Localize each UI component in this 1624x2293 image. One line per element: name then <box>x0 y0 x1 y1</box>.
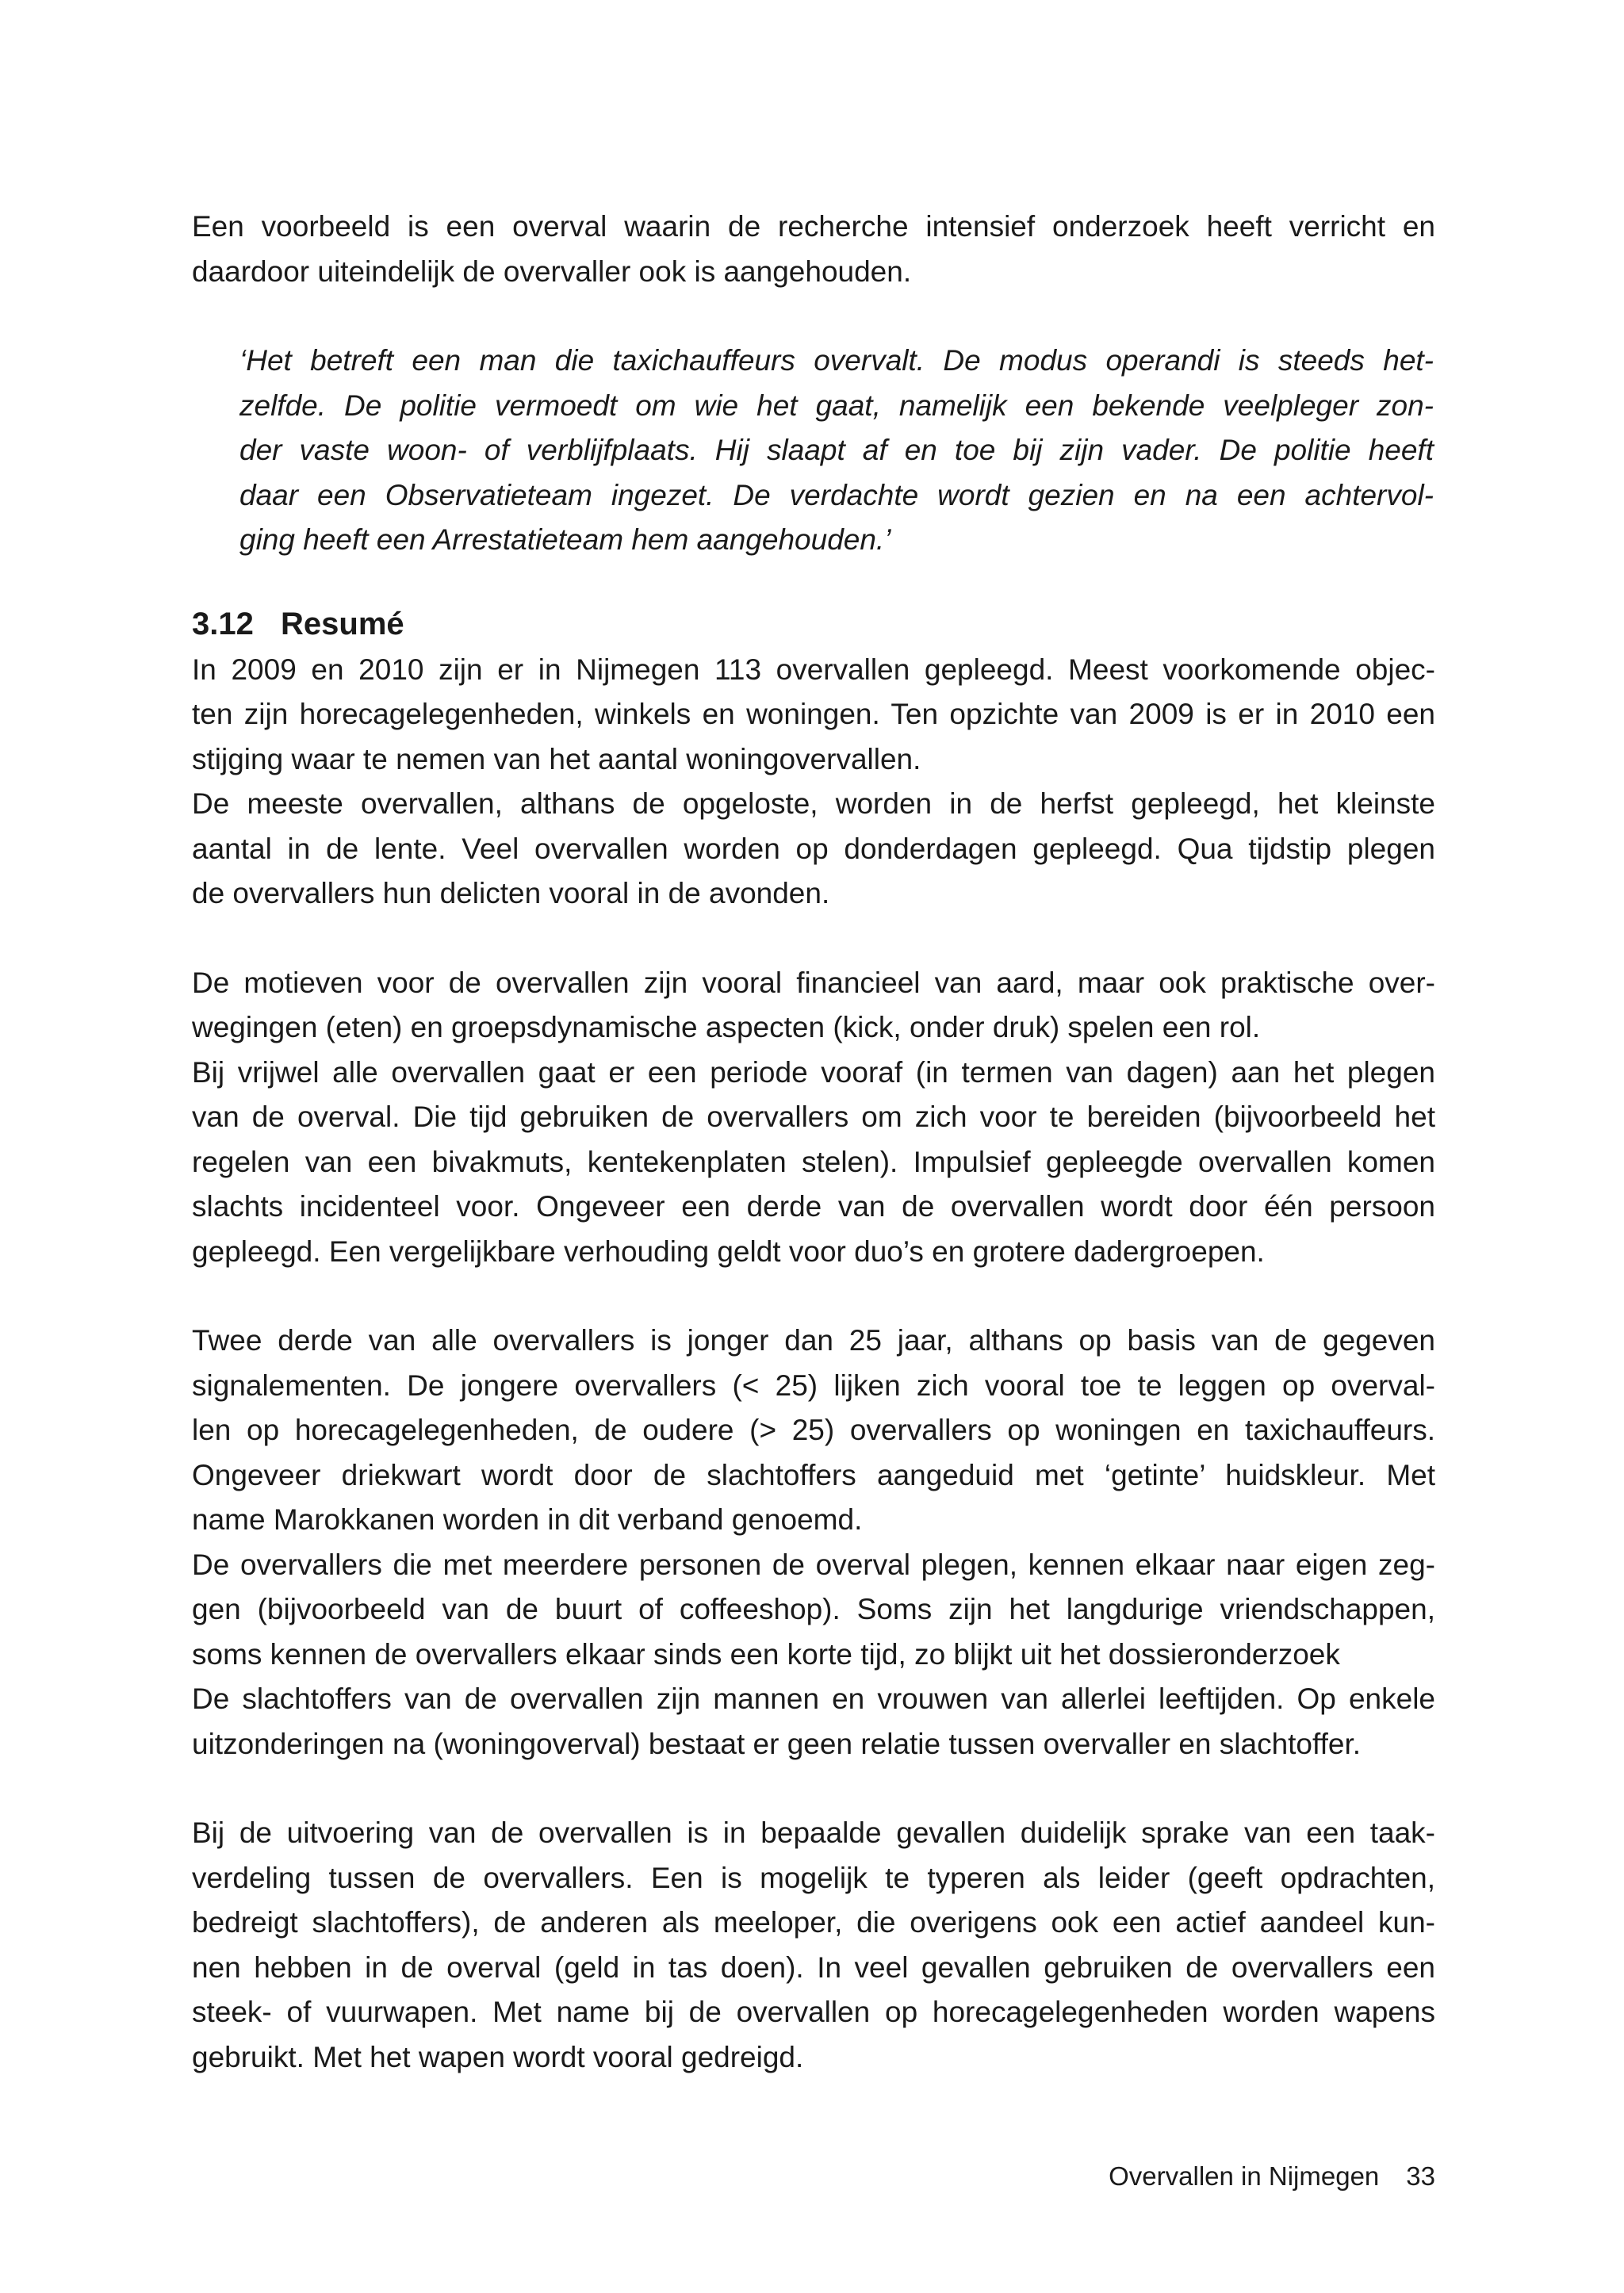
intro-line: Een voorbeeld is een overval waarin de recherche intensief onderzoek heeft verricht en <box>192 210 1435 243</box>
paragraph-line: In 2009 en 2010 zijn er in Nijmegen 113 overvallen gepleegd. Meest voorkomende objec- <box>192 653 1435 686</box>
paragraph-line: name Marokkanen worden in dit verband genoemd. <box>192 1503 863 1536</box>
paragraph-line: len op horecagelegenheden, de oudere (> 25) overvallers op woningen en taxichauffeurs. <box>192 1414 1435 1446</box>
paragraph-line: stijging waar te nemen van het aantal woningovervallen. <box>192 742 921 775</box>
paragraph-line: signalementen. De jongere overvallers (< 25) lijken zich vooral toe te leggen op overval- <box>192 1369 1435 1402</box>
paragraph-line: uitzonderingen na (woningoverval) bestaat er geen relatie tussen overvaller en slachtoffer. <box>192 1727 1362 1760</box>
body-text <box>192 205 1435 2080</box>
paragraph-line: gepleegd. Een vergelijkbare verhouding geldt voor duo’s en grotere dadergroepen. <box>192 1235 1265 1268</box>
summary-paragraph-2 <box>192 961 1435 1275</box>
paragraph-line: soms kennen de overvallers elkaar sinds een korte tijd, zo blijkt uit het dossieronderzoek <box>192 1637 1340 1671</box>
summary-paragraph-3 <box>192 1319 1435 1767</box>
running-title: Overvallen in Nijmegen <box>1109 2161 1380 2191</box>
paragraph-line: De overvallers die met meerdere personen de overval plegen, kennen elkaar naar eigen zeg- <box>192 1548 1435 1581</box>
paragraph-line: van de overval. Die tijd gebruiken de overvallers om zich voor te bereiden (bijvoorbeeld het <box>192 1101 1435 1133</box>
quote-line: der vaste woon- of verblijfplaats. Hij slaapt af en toe bij zijn vader. De politie heeft <box>239 434 1434 466</box>
paragraph-line: De meeste overvallen, althans de opgeloste, worden in de herfst gepleegd, het kleinste <box>192 787 1435 820</box>
paragraph-line: verdeling tussen de overvallers. Een is mogelijk te typeren als leider (geeft opdrachten, <box>192 1861 1435 1894</box>
paragraph-line: wegingen (eten) en groepsdynamische aspecten (kick, onder druk) spelen een rol. <box>192 1011 1261 1043</box>
page-number: 33 <box>1406 2161 1435 2191</box>
quote-line: ‘Het betreft een man die taxichauffeurs overvalt. De modus operandi is steeds het- <box>239 344 1434 377</box>
quote-line: ging heeft een Arrestatieteam hem aangehouden.’ <box>239 523 891 556</box>
paragraph-line: steek- of vuurwapen. Met name bij de overvallen op horecagelegenheden worden wapens <box>192 1996 1435 2028</box>
paragraph-line: Ongeveer driekwart wordt door de slachtoffers aangeduid met ‘getinte’ huidskleur. Met <box>192 1458 1435 1491</box>
paragraph-line: Bij de uitvoering van de overvallen is in bepaalde gevallen duidelijk sprake van een taak- <box>192 1816 1435 1849</box>
paragraph-line: ten zijn horecagelegenheden, winkels en woningen. Ten opzichte van 2009 is er in 2010 een <box>192 698 1435 730</box>
block-quote <box>192 339 1435 563</box>
section-number: 3.12 <box>192 606 254 641</box>
paragraph-line: Bij vrijwel alle overvallen gaat er een periode vooraf (in termen van dagen) aan het plegen <box>192 1055 1435 1089</box>
quote-line: zelfde. De politie vermoedt om wie het gaat, namelijk een bekende veelpleger zon- <box>239 389 1434 422</box>
paragraph-line: De slachtoffers van de overvallen zijn mannen en vrouwen van allerlei leeftijden. Op enkele <box>192 1682 1435 1715</box>
paragraph-line: regelen van een bivakmuts, kentekenplaten stelen). Impulsief gepleegde overvallen komen <box>192 1145 1435 1178</box>
paragraph-line: bedreigt slachtoffers), de anderen als meeloper, die overigens ook een actief aandeel kun- <box>192 1906 1435 1939</box>
section-heading <box>192 600 1435 648</box>
paragraph-line: aantal in de lente. Veel overvallen worden op donderdagen gepleegd. Qua tijdstip plegen <box>192 832 1435 865</box>
intro-paragraph <box>192 205 1435 294</box>
paragraph-line: Twee derde van alle overvallers is jonger dan 25 jaar, althans op basis van de gegeven <box>192 1324 1435 1357</box>
intro-line: daardoor uiteindelijk de overvaller ook is aangehouden. <box>192 255 912 288</box>
section-title: Resumé <box>281 606 404 641</box>
paragraph-line: slachts incidenteel voor. Ongeveer een derde van de overvallen wordt door één persoon <box>192 1190 1435 1223</box>
paragraph-line: nen hebben in de overval (geld in tas doen). In veel gevallen gebruiken de overvallers een <box>192 1950 1435 1984</box>
summary-paragraph-4 <box>192 1811 1435 2080</box>
quote-line: daar een Observatieteam ingezet. De verdachte wordt gezien en na een achtervol- <box>239 478 1434 511</box>
paragraph-line: gebruikt. Met het wapen wordt vooral gedreigd. <box>192 2040 804 2073</box>
paragraph-line: De motieven voor de overvallen zijn vooral financieel van aard, maar ook praktische over- <box>192 966 1435 999</box>
paragraph-line: gen (bijvoorbeeld van de buurt of coffeeshop). Soms zijn het langdurige vriendschappen, <box>192 1593 1435 1625</box>
paragraph-line: de overvallers hun delicten vooral in de avonden. <box>192 877 830 909</box>
summary-paragraph-1 <box>192 648 1435 917</box>
page-footer <box>1109 2157 1435 2196</box>
